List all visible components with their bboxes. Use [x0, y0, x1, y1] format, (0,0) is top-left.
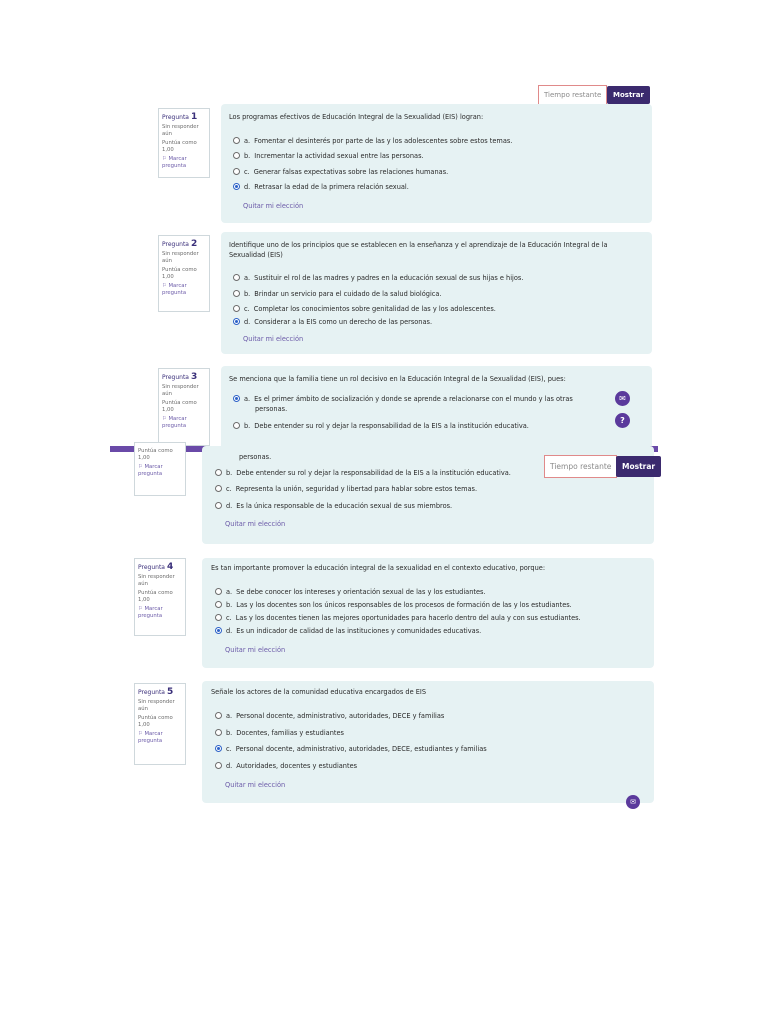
answer-option[interactable]: b. Debe entender su rol y dejar la responsabilidad de la EIS a la institución educativa. — [233, 421, 529, 431]
show-timer-button[interactable]: Mostrar — [616, 456, 661, 477]
question-info-4 — [134, 558, 186, 636]
radio-icon[interactable] — [215, 485, 222, 492]
question-state: Sin responder aún — [138, 574, 175, 587]
answer-option[interactable]: c. Representa la unión, seguridad y libertad para hablar sobre estos temas. — [215, 484, 477, 494]
question-info-3 — [158, 368, 210, 446]
clear-choice-link[interactable]: Quitar mi elección — [243, 202, 304, 210]
question-grade: Puntúa como 1,00 — [138, 715, 173, 728]
radio-icon[interactable] — [215, 588, 222, 595]
help-icon[interactable]: ? — [615, 413, 630, 428]
clear-choice-link[interactable]: Quitar mi elección — [225, 646, 286, 654]
question-grade: Puntúa como 1,00 — [162, 140, 197, 153]
question-info-5 — [134, 683, 186, 765]
time-remaining-label: Tiempo restante — [544, 455, 617, 478]
answer-option[interactable]: c. Generar falsas expectativas sobre las relaciones humanas. — [233, 167, 448, 177]
radio-selected-icon[interactable] — [233, 183, 240, 190]
time-remaining-label: Tiempo restante — [538, 85, 607, 105]
flag-question-link[interactable]: ⚐ Marcar pregunta — [138, 731, 163, 744]
question-info-2 — [158, 235, 210, 312]
answer-option[interactable]: b. Incrementar la actividad sexual entre las personas. — [233, 151, 424, 161]
answer-option[interactable]: a. Personal docente, administrativo, autoridades, DECE y familias — [215, 711, 444, 721]
question-text: Identifique uno de los principios que se establecen en la enseñanza y el aprendizaje de la Educación Integral de la Sexualidad (EIS) — [229, 241, 608, 259]
flag-icon: ⚐ — [162, 283, 167, 289]
question-grade: Puntúa como 1,00 — [138, 590, 173, 603]
answer-option[interactable]: b. Docentes, familias y estudiantes — [215, 728, 344, 738]
question-state: Sin responder aún — [162, 251, 199, 264]
question-state: Sin responder aún — [162, 124, 199, 137]
flag-icon: ⚐ — [138, 606, 143, 612]
radio-icon[interactable] — [233, 422, 240, 429]
radio-selected-icon[interactable] — [215, 745, 222, 752]
chat-icon[interactable]: ✉ — [615, 391, 630, 406]
answer-option[interactable]: d. Es la única responsable de la educación sexual de sus miembros. — [215, 501, 452, 511]
question-grade: Puntúa como 1,00 — [162, 267, 197, 280]
answer-option-selected[interactable]: d. Considerar a la EIS como un derecho de las personas. — [233, 317, 432, 327]
question-number: Pregunta 3 — [162, 372, 198, 382]
radio-icon[interactable] — [215, 729, 222, 736]
quiz-screenshot-bottom — [110, 448, 658, 818]
answer-option[interactable]: a. Se debe conocer los intereses y orientación sexual de las y los estudiantes. — [215, 587, 486, 597]
radio-icon[interactable] — [233, 290, 240, 297]
question-card-3 — [221, 366, 652, 456]
radio-icon[interactable] — [233, 274, 240, 281]
question-number: Pregunta 2 — [162, 239, 198, 249]
radio-icon[interactable] — [215, 601, 222, 608]
answer-option[interactable]: a. Sustituir el rol de las madres y padres en la educación sexual de sus hijas e hijos. — [233, 273, 523, 283]
answer-option[interactable]: b. Las y los docentes son los únicos responsables de los procesos de formación de las y los estudiantes. — [215, 600, 572, 610]
question-card-2 — [221, 232, 652, 354]
radio-icon[interactable] — [215, 469, 222, 476]
radio-icon[interactable] — [215, 712, 222, 719]
question-info-1 — [158, 108, 210, 178]
answer-option[interactable]: b. Debe entender su rol y dejar la responsabilidad de la EIS a la institución educativa. — [215, 468, 511, 478]
answer-option[interactable]: c. Las y los docentes tienen las mejores oportunidades para hacerlo dentro del aula y con sus estudiantes. — [215, 613, 581, 623]
answer-option-selected[interactable]: a. Es el primer ámbito de socialización y donde se aprende a relacionarse con el mundo y las otras — [233, 394, 573, 404]
question-grade: Puntúa como 1,00 — [162, 400, 197, 413]
question-text: Señale los actores de la comunidad educativa encargados de EIS — [211, 688, 427, 696]
question-state: Sin responder aún — [138, 699, 175, 712]
show-timer-button[interactable]: Mostrar — [607, 86, 650, 104]
question-text: Es tan importante promover la educación integral de la sexualidad en el contexto educativo, porque: — [211, 564, 546, 572]
question-grade: Puntúa como 1,00 — [138, 448, 173, 461]
chat-icon[interactable]: ✉ — [626, 795, 640, 809]
answer-option[interactable]: d. Autoridades, docentes y estudiantes — [215, 761, 357, 771]
flag-icon: ⚐ — [138, 464, 143, 470]
flag-question-link[interactable]: ⚐ Marcar pregunta — [162, 156, 187, 169]
flag-icon: ⚐ — [162, 156, 167, 162]
clear-choice-link[interactable]: Quitar mi elección — [225, 781, 286, 789]
question-card-4 — [202, 558, 654, 668]
radio-icon[interactable] — [233, 168, 240, 175]
answer-option[interactable]: c. Completar los conocimientos sobre genitalidad de las y los adolescentes. — [233, 304, 496, 314]
radio-icon[interactable] — [215, 614, 222, 621]
question-info-3-partial — [134, 442, 186, 496]
question-card-1 — [221, 104, 652, 223]
answer-option[interactable]: a. Fomentar el desinterés por parte de las y los adolescentes sobre estos temas. — [233, 136, 512, 146]
flag-question-link[interactable]: ⚐ Marcar pregunta — [162, 416, 187, 429]
question-state: Sin responder aún — [162, 384, 199, 397]
flag-icon: ⚐ — [138, 731, 143, 737]
radio-icon[interactable] — [233, 305, 240, 312]
clear-choice-link[interactable]: Quitar mi elección — [225, 520, 286, 528]
flag-question-link[interactable]: ⚐ Marcar pregunta — [138, 464, 163, 477]
answer-option-continuation: personas. — [255, 405, 288, 413]
question-text: Los programas efectivos de Educación Integral de la Sexualidad (EIS) logran: — [229, 113, 484, 121]
flag-icon: ⚐ — [162, 416, 167, 422]
radio-icon[interactable] — [233, 137, 240, 144]
radio-icon[interactable] — [215, 762, 222, 769]
question-number: Pregunta 4 — [138, 562, 174, 572]
question-number: Pregunta 1 — [162, 112, 198, 122]
question-card-5 — [202, 681, 654, 803]
question-text: Se menciona que la familia tiene un rol decisivo en la Educación Integral de la Sexualidad (EIS), pues: — [229, 375, 566, 383]
answer-option-selected[interactable]: c. Personal docente, administrativo, autoridades, DECE, estudiantes y familias — [215, 744, 487, 754]
radio-icon[interactable] — [233, 152, 240, 159]
radio-selected-icon[interactable] — [233, 318, 240, 325]
radio-selected-icon[interactable] — [215, 627, 222, 634]
radio-selected-icon[interactable] — [233, 395, 240, 402]
flag-question-link[interactable]: ⚐ Marcar pregunta — [162, 283, 187, 296]
flag-question-link[interactable]: ⚐ Marcar pregunta — [138, 606, 163, 619]
answer-option[interactable]: b. Brindar un servicio para el cuidado de la salud biológica. — [233, 289, 442, 299]
question-number: Pregunta 5 — [138, 687, 174, 697]
answer-option-selected[interactable]: d. Es un indicador de calidad de las instituciones y comunidades educativas. — [215, 626, 481, 636]
answer-option-selected[interactable]: d. Retrasar la edad de la primera relación sexual. — [233, 182, 409, 192]
quiz-screenshot-top — [110, 82, 658, 446]
answer-option-continuation: personas. — [239, 453, 272, 461]
clear-choice-link[interactable]: Quitar mi elección — [243, 335, 304, 343]
radio-icon[interactable] — [215, 502, 222, 509]
